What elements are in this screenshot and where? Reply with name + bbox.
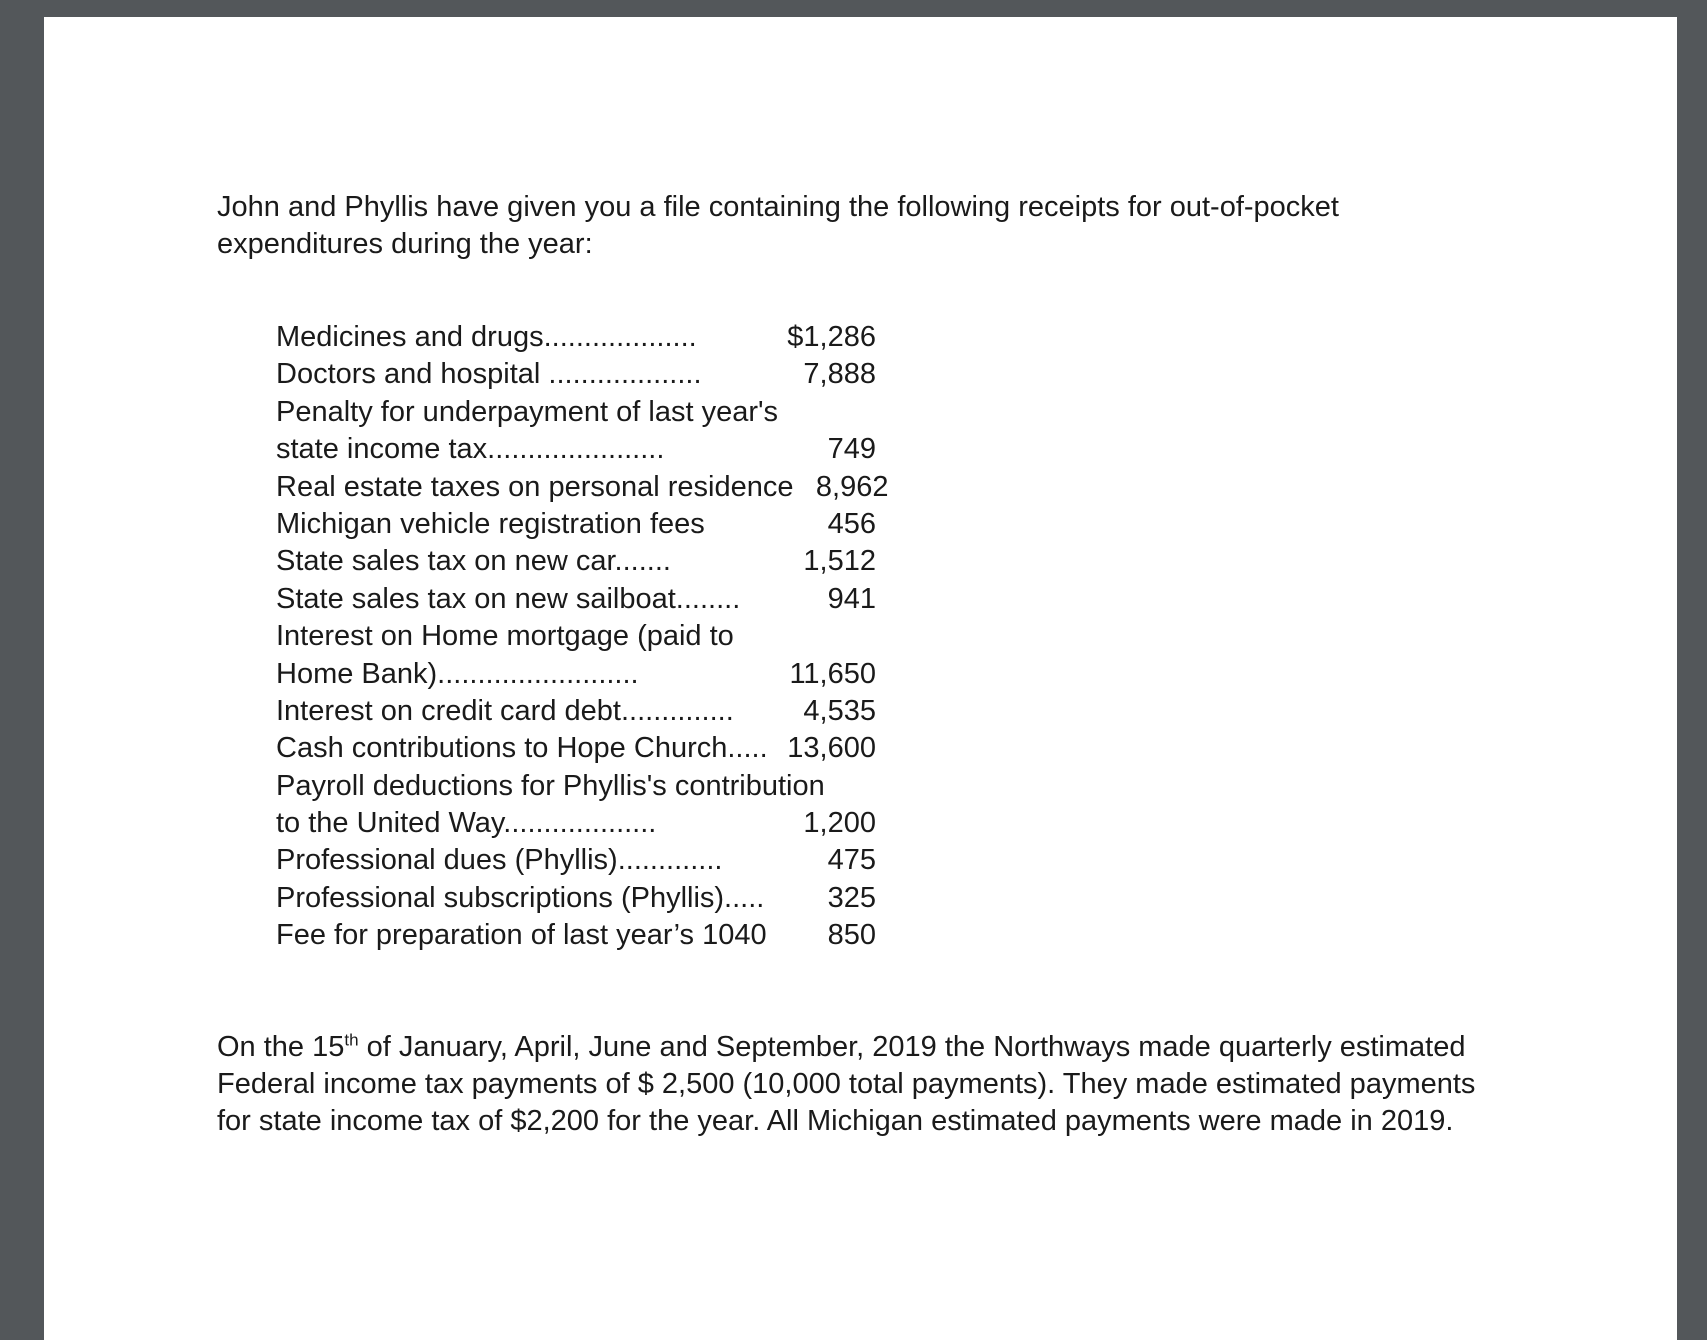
item-label: Interest on Home mortgage (paid to (276, 620, 734, 653)
list-item (276, 319, 956, 356)
item-amount (781, 394, 956, 431)
expenditure-list (276, 319, 956, 955)
list-item (276, 880, 956, 917)
item-amount (781, 618, 956, 655)
item-amount: 456 (827, 507, 876, 540)
list-item (276, 730, 956, 767)
item-amount: 850 (827, 919, 876, 952)
list-item (276, 506, 956, 543)
item-amount: 8,962 (815, 470, 889, 503)
item-label: to the United Way................... (276, 807, 657, 840)
intro-paragraph: John and Phyllis have given you a file containing the following receipts for out-of-pocket expenditures during the year: (217, 191, 1339, 260)
item-label: Professional subscriptions (Phyllis)..... (276, 881, 765, 914)
closing-paragraph (217, 1029, 1477, 1140)
item-amount: 11,650 (789, 657, 876, 690)
item-amount: 1,512 (803, 545, 876, 578)
list-item (276, 805, 956, 842)
list-item (276, 431, 956, 468)
ordinal-superscript: th (344, 1030, 359, 1050)
item-label: Fee for preparation of last year’s 1040 (276, 919, 767, 952)
item-amount: $1,286 (787, 321, 876, 353)
item-label: Cash contributions to Hope Church..... (276, 732, 768, 765)
item-label: Professional dues (Phyllis)............. (276, 844, 723, 877)
item-amount (825, 768, 1000, 805)
item-amount: 941 (827, 582, 876, 615)
item-label: Penalty for underpayment of last year's (276, 395, 779, 428)
item-label: State sales tax on new sailboat........ (276, 582, 741, 615)
list-item (276, 394, 956, 431)
item-amount: 475 (827, 844, 876, 877)
item-label: Interest on credit card debt.............. (276, 694, 734, 727)
item-label: state income tax...................... (276, 433, 665, 466)
item-label: Home Bank)......................... (276, 657, 639, 690)
list-item (276, 581, 956, 618)
item-label: Michigan vehicle registration fees (276, 507, 705, 540)
list-item (276, 917, 956, 954)
item-label: Medicines and drugs................... (276, 321, 697, 353)
item-label: State sales tax on new car....... (276, 545, 671, 578)
list-item (276, 656, 956, 693)
list-item (276, 693, 956, 730)
item-amount: 7,888 (803, 358, 876, 391)
list-item (276, 469, 956, 506)
list-item (276, 842, 956, 879)
item-amount: 1,200 (803, 807, 876, 840)
list-item (276, 356, 956, 393)
closing-text: of January, April, June and September, 2019 the Northways made quarterly estimated Federal income tax payments of $ 2,500 (10,000 total payments). They made estimated payments for state income tax of $2,200 for the year. All Michigan estimated payments were made in 2019. (217, 1031, 1476, 1137)
item-amount: 13,600 (787, 732, 876, 765)
list-item (276, 543, 956, 580)
document-page (44, 17, 1677, 1340)
item-amount: 325 (827, 881, 876, 914)
list-item (276, 618, 956, 655)
item-amount: 4,535 (803, 694, 876, 727)
item-amount: 749 (827, 433, 876, 466)
item-label: Payroll deductions for Phyllis's contribution (276, 769, 825, 802)
item-label: Real estate taxes on personal residence (276, 470, 794, 503)
closing-prefix: On the 15 (217, 1031, 345, 1063)
item-label: Doctors and hospital ................... (276, 358, 702, 391)
list-item (276, 768, 956, 805)
